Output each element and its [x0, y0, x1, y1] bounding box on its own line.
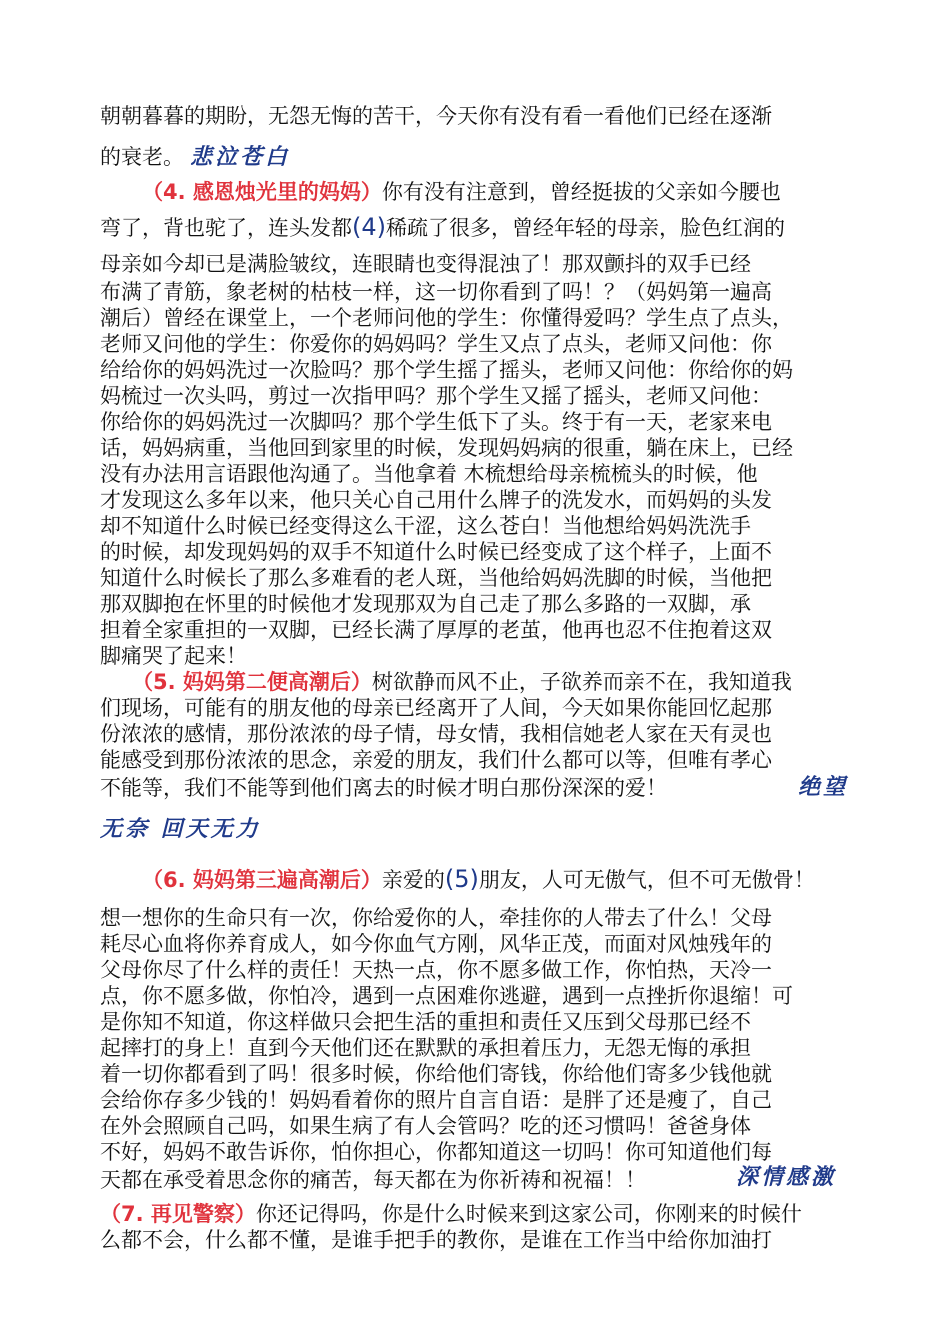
text-line: 着一切你都看到了吗！很多时候，你给他们寄钱，你给他们寄多少钱他就	[100, 1062, 772, 1086]
section-6-label: （6. 妈妈第三遍高潮后）	[142, 868, 382, 892]
text-line: 却不知道什么时候已经变得这么干涩，这么苍白！当他想给妈妈洗洗手	[100, 514, 751, 538]
text-line: 担着全家重担的一双脚，已经长满了厚厚的老茧，他再也忍不住抱着这双	[100, 618, 772, 642]
section-4-heading-line	[142, 176, 781, 206]
section-4-label: （4. 感恩烛光里的妈妈）	[142, 180, 382, 204]
mood-annotation: 深情感激	[736, 1164, 837, 1190]
mood-annotation: 悲泣苍白	[190, 144, 291, 170]
text-line: 会给你存多少钱的！妈妈看着你的照片自言自语：是胖了还是瘦了，自己	[100, 1088, 772, 1112]
text-segment: 稀疏了很多，曾经年轻的母亲，脸色红润的	[386, 216, 785, 240]
text-line: 你给你的妈妈洗过一次脚吗？那个学生低下了头。终于有一天，老家来电	[100, 410, 772, 434]
text-line: 母亲如今却已是满脸皱纹，连眼睛也变得混浊了！那双颤抖的双手已经	[100, 252, 751, 276]
mood-annotation: 绝望	[798, 774, 849, 800]
text-line: 那双脚抱在怀里的时候他才发现那双为自己走了那么多路的一双脚，承	[100, 592, 751, 616]
section-5-lead: 树欲静而风不止，子欲养而亲不在，我知道我	[371, 670, 792, 694]
section-7-lead: 你还记得吗，你是什么时候来到这家公司，你刚来的时候什	[255, 1202, 802, 1226]
text-line: 么都不会，什么都不懂，是谁手把手的教你，是谁在工作当中给你加油打	[100, 1228, 772, 1252]
text-line-content: 的衰老。	[100, 145, 184, 169]
text-line: 点，你不愿多做，你怕冷，遇到一点困难你逃避，遇到一点挫折你退缩！可	[100, 984, 793, 1008]
text-line: 脚痛哭了起来！	[100, 644, 247, 668]
text-line: 给给你的妈妈洗过一次脸吗？那个学生摇了摇头，老师又问他：你给你的妈	[100, 358, 793, 382]
text-segment: 弯了，背也驼了，连头发都	[100, 216, 352, 240]
text-line: 想一想你的生命只有一次，你给爱你的人，牵挂你的人带去了什么！父母	[100, 906, 772, 930]
section-5-label: （5. 妈妈第二便高潮后）	[132, 670, 372, 694]
text-line: 知道什么时候长了那么多难看的老人斑，当他给妈妈洗脚的时候，当他把	[100, 566, 772, 590]
text-line: 耗尽心血将你养育成人，如今你血气方刚，风华正茂，而面对风烛残年的	[100, 932, 772, 956]
text-line: 们现场，可能有的朋友他的母亲已经离开了人间，今天如果你能回忆起那	[100, 696, 772, 720]
text-line	[100, 212, 785, 242]
text-line: 起摔打的身上！直到今天他们还在默默的承担着压力，无怨无悔的承担	[100, 1036, 751, 1060]
text-line: 父母你尽了什么样的责任！天热一点，你不愿多做工作，你怕热，天冷一	[100, 958, 772, 982]
mood-annotation: 无奈 回天无力	[100, 816, 261, 842]
reference-marker: (5)	[444, 865, 479, 893]
text-line: 朝朝暮暮的期盼，无怨无悔的苦干，今天你有没有看一看他们已经在逐渐	[100, 104, 772, 128]
text-line: 没有办法用言语跟他沟通了。当他拿着 木梳想给母亲梳梳头的时候，他	[100, 462, 758, 486]
text-line: 在外会照顾自己吗，如果生病了有人会管吗？吃的还习惯吗！爸爸身体	[100, 1114, 751, 1138]
text-line: 能感受到那份浓浓的思念，亲爱的朋友，我们什么都可以等，但唯有孝心	[100, 748, 772, 772]
text-segment: 亲爱的	[381, 868, 445, 892]
section-7-label: （7. 再见警察）	[100, 1202, 256, 1226]
text-line: 是你知不知道，你这样做只会把生活的重担和责任又压到父母那已经不	[100, 1010, 751, 1034]
section-4-lead: 你有没有注意到，曾经挺拔的父亲如今腰也	[381, 180, 781, 204]
text-line: 天都在承受着思念你的痛苦，每天都在为你祈祷和祝福！！	[100, 1168, 646, 1192]
text-line: 不好，妈妈不敢告诉你，怕你担心，你都知道这一切吗！你可知道他们每	[100, 1140, 772, 1164]
text-line: 才发现这么多年以来，他只关心自己用什么牌子的洗发水，而妈妈的头发	[100, 488, 772, 512]
text-line: 的时候，却发现妈妈的双手不知道什么时候已经变成了这个样子，上面不	[100, 540, 772, 564]
text-line: 不能等，我们不能等到他们离去的时候才明白那份深深的爱！	[100, 776, 667, 800]
reference-marker: (4)	[352, 213, 386, 241]
text-segment: 朋友，人可无傲气，但不可无傲骨！	[478, 868, 815, 892]
text-line: 妈梳过一次头吗，剪过一次指甲吗？那个学生又摇了摇头，老师又问他：	[100, 384, 772, 408]
text-line: 话，妈妈病重，当他回到家里的时候，发现妈妈病的很重，躺在床上，已经	[100, 436, 793, 460]
text-line: 布满了青筋，象老树的枯枝一样，这一切你看到了吗！？（妈妈第一遍高	[100, 280, 772, 304]
text-line: 老师又问他的学生：你爱你的妈妈吗？学生又点了点头，老师又问他：你	[100, 332, 772, 356]
text-line: 潮后）曾经在课堂上，一个老师问他的学生：你懂得爱吗？学生点了点头，	[100, 306, 793, 330]
text-line: 份浓浓的感情，那份浓浓的母子情，母女情，我相信她老人家在天有灵也	[100, 722, 772, 746]
text-line	[100, 140, 290, 171]
section-6-heading-line	[142, 864, 815, 894]
